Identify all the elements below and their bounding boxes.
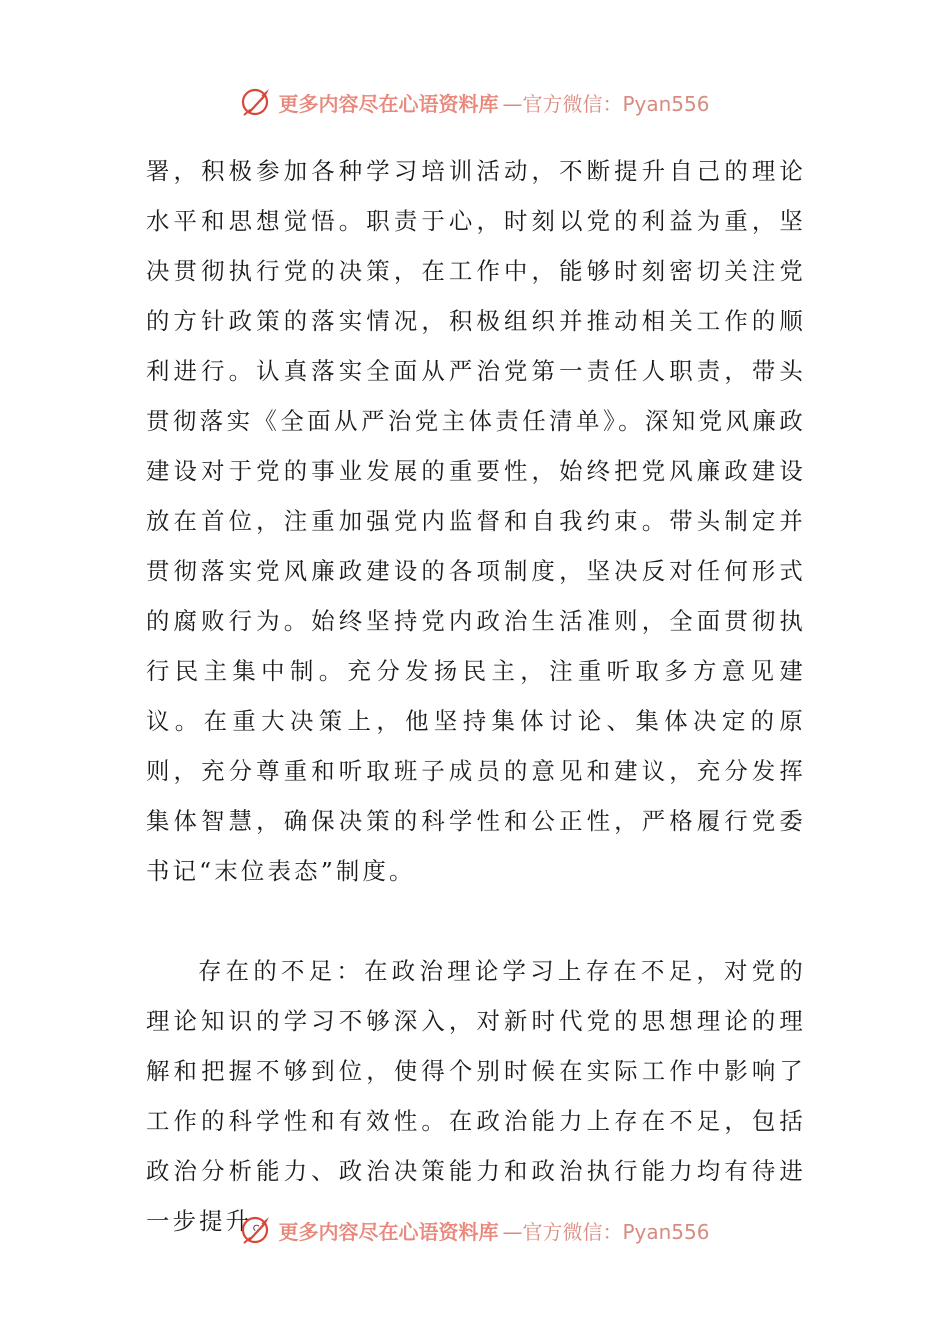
quill-pen-logo-icon — [240, 1213, 274, 1247]
footer-banner — [0, 1208, 950, 1252]
footer-banner-main-text: 更多内容尽在心语资料库 — [278, 1219, 499, 1244]
header-banner — [0, 80, 950, 124]
paragraph-spacer — [146, 896, 806, 946]
quill-pen-logo-icon — [240, 85, 274, 119]
body-paragraph-1: 署，积极参加各种学习培训活动，不断提升自己的理论水平和思想觉悟。职责于心，时刻以党的利益为重，坚决贯彻执行党的决策，在工作中，能够时刻密切关注党的方针政策的落实情况，积极组织并推动相关工作的顺利进行。认真落实全面从严治党第一责任人职责，带头贯彻落实《全面从严治党主体责任清单》。深知党风廉政建设对于党的事业发展的重要性，始终把党风廉政建设放在首位，注重加强党内监督和自我约束。带头制定并贯彻落实党风廉政建设的各项制度，坚决反对任何形式的腐败行为。始终坚持党内政治生活准则，全面贯彻执行民主集中制。充分发扬民主，注重听取多方意见建议。在重大决策上，他坚持集体讨论、集体决定的原则，充分尊重和听取班子成员的意见和建议，充分发挥集体智慧，确保决策的科学性和公正性，严格履行党委书记“末位表态”制度。 — [146, 157, 806, 885]
body-paragraph-2: 存在的不足：在政治理论学习上存在不足，对党的理论知识的学习不够深入，对新时代党的思想理论的理解和把握不够到位，使得个别时候在实际工作中影响了工作的科学性和有效性。在政治能力上存在不足，包括政治分析能力、政治决策能力和政治执行能力均有待进一步提升。 — [146, 957, 806, 1235]
header-banner-main-text: 更多内容尽在心语资料库 — [278, 91, 499, 116]
footer-banner-sub-text: —官方微信：Pyan556 — [502, 1219, 710, 1244]
document-body — [146, 146, 806, 1246]
header-banner-sub-text: —官方微信：Pyan556 — [502, 91, 710, 116]
